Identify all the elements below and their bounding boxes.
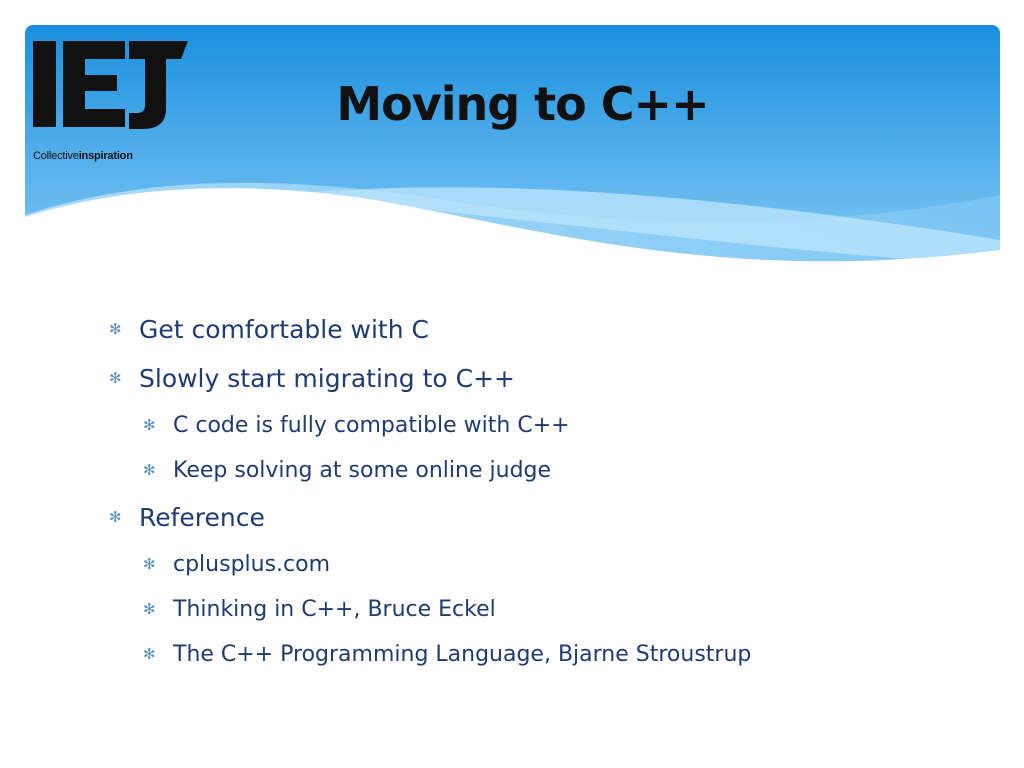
bullet-text: Thinking in C++, Bruce Eckel (173, 597, 496, 622)
bullet-marker-icon: ✻ (109, 508, 122, 526)
logo-tagline (33, 150, 133, 162)
bullet-text: cplusplus.com (173, 552, 331, 577)
bullet-marker-icon: ✻ (143, 600, 156, 618)
bullet-item (105, 354, 985, 403)
bullet-text: Keep solving at some online judge (173, 458, 552, 483)
bullet-list (105, 305, 985, 677)
slide-title: Moving to C++ (336, 77, 709, 131)
bullet-text: C code is fully compatible with C++ (173, 413, 570, 438)
bullet-marker-icon: ✻ (109, 320, 122, 338)
bullet-marker-icon: ✻ (143, 416, 156, 434)
bullet-text: Reference (139, 503, 265, 532)
bullet-item (105, 305, 985, 354)
tagline-bold: inspiration (78, 150, 133, 162)
bullet-item (105, 493, 985, 542)
sub-bullet-item (105, 587, 985, 632)
sub-bullet-item (105, 542, 985, 587)
bullet-marker-icon: ✻ (109, 369, 122, 387)
bullet-marker-icon: ✻ (143, 461, 156, 479)
sub-bullet-item (105, 448, 985, 493)
sub-bullet-item (105, 403, 985, 448)
sub-bullet-item (105, 632, 985, 677)
bullet-marker-icon: ✻ (143, 555, 156, 573)
header-banner (25, 25, 1000, 295)
tagline-regular: Collective (33, 150, 79, 162)
bullet-text: The C++ Programming Language, Bjarne Stroustrup (173, 642, 752, 667)
bullet-text: Get comfortable with C (139, 315, 429, 344)
bullet-marker-icon: ✻ (143, 645, 156, 663)
bullet-text: Slowly start migrating to C++ (139, 364, 515, 393)
